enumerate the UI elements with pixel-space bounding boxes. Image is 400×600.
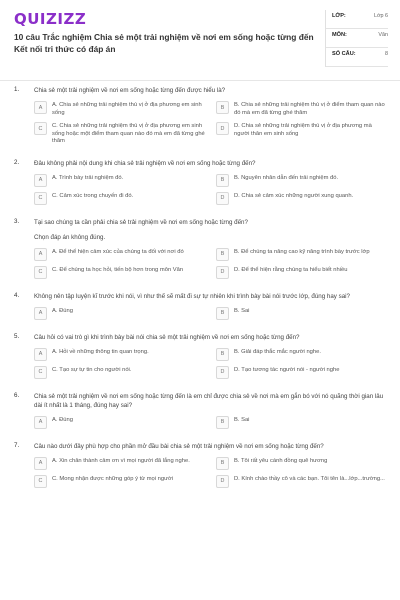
question-number: 7. [14, 441, 20, 449]
meta-value: Văn [378, 32, 388, 38]
question-block [0, 333, 400, 379]
answer-option[interactable] [34, 307, 206, 320]
question-block [0, 392, 400, 429]
option-text: B. Để chúng ta nâng cao kỹ năng trình bày trước lớp [234, 248, 370, 255]
question-text: Đâu không phải nội dung khi chia sẻ trải nghiệm về nơi em sống hoặc từng đến? [34, 159, 256, 167]
answer-options [34, 457, 388, 488]
option-text: B. Giải đáp thắc mắc người nghe. [234, 348, 321, 355]
option-text: C. Để chúng ta học hỏi, tiến bộ hơn trong môn Văn [52, 266, 184, 273]
answer-options [34, 307, 388, 320]
answer-option[interactable] [34, 457, 206, 470]
question-list [0, 84, 400, 488]
option-text: A. Xin chân thành cảm ơn vì mọi người đã lắng nghe. [52, 457, 190, 464]
option-text: A. Đúng [52, 416, 73, 423]
answer-option[interactable] [34, 348, 206, 361]
option-letter-box: B [216, 174, 229, 187]
answer-option[interactable] [216, 348, 388, 361]
answer-option[interactable] [216, 457, 388, 470]
option-letter-box: A [34, 248, 47, 261]
option-letter-box: D [216, 266, 229, 279]
answer-option[interactable] [34, 174, 206, 187]
option-letter-box: B [216, 101, 229, 114]
option-text: D. Chia sẻ cảm xúc những người xung quanh. [234, 192, 354, 199]
option-letter-box: D [216, 366, 229, 379]
question-block [0, 442, 400, 488]
answer-option[interactable] [34, 366, 206, 379]
option-text: C. Chia sẻ những trải nghiệm thú vị ở địa phương em sinh sống hoặc một điểm tham quan nào đó mà em đã từng ghé thăm [52, 123, 205, 145]
option-text: A. Để thể hiện cảm xúc của chúng ta đối với nơi đó [52, 248, 184, 255]
option-letter-box: C [34, 266, 47, 279]
meta-row [326, 48, 388, 67]
answer-option[interactable] [34, 416, 206, 429]
question-number: 2. [14, 158, 20, 166]
option-letter-box: C [34, 366, 47, 379]
question-text: Tại sao chúng ta cần phải chia sẻ trải nghiệm về nơi em sống hoặc từng đến? [34, 218, 248, 226]
option-letter-box: B [216, 307, 229, 320]
answer-option[interactable] [34, 192, 206, 205]
option-text: A. Trình bày trải nghiệm đó. [52, 174, 124, 181]
question-text: Không nên tập luyện kĩ trước khi nói, vì như thế sẽ mất đi sự tự nhiên khi trình bày bài nói trước lớp, đúng hay sai? [34, 292, 350, 300]
question-block [0, 218, 400, 279]
option-text: C. Tạo sự tự tin cho người nói. [52, 366, 132, 373]
option-text: D. Tạo tương tác người nói - người nghe [234, 366, 340, 373]
question-block [0, 86, 400, 146]
question-number: 1. [14, 86, 20, 93]
option-letter-box: A [34, 101, 47, 114]
question-text: Chia sẻ một trải nghiệm về nơi em sống hoặc từng đến được hiểu là? [34, 87, 226, 94]
meta-row [326, 29, 388, 48]
option-text: C. Cảm xúc trong chuyến đi đó. [52, 192, 134, 199]
option-letter-box: C [34, 192, 47, 205]
option-text: A. Hỏi về những thông tin quan trọng. [52, 348, 149, 355]
answer-option[interactable] [216, 122, 388, 146]
answer-option[interactable] [216, 266, 388, 279]
meta-value: Lớp 6 [373, 13, 388, 19]
option-letter-box: C [34, 475, 47, 488]
meta-key: SỐ CÂU: [332, 51, 356, 57]
option-letter-box: B [216, 457, 229, 470]
answer-option[interactable] [216, 416, 388, 429]
option-letter-box: A [34, 348, 47, 361]
answer-option[interactable] [216, 192, 388, 205]
option-text: B. Nguyên nhân dẫn đến trải nghiệm đó. [234, 174, 339, 181]
option-text: D. Để thể hiện rằng chúng ta hiểu biết nhiều [234, 266, 348, 273]
answer-option[interactable] [216, 174, 388, 187]
option-letter-box: A [34, 416, 47, 429]
answer-options [34, 348, 388, 379]
option-text: B. Sai [234, 416, 250, 423]
answer-option[interactable] [216, 101, 388, 117]
option-text: B. Tôi rất yêu cánh đồng quê hương [234, 457, 328, 464]
meta-key: LỚP: [332, 13, 346, 19]
quizizz-logo: QUIZIZZ [14, 10, 87, 28]
option-letter-box: A [34, 174, 47, 187]
option-text: A. Đúng [52, 307, 73, 314]
question-number: 6. [14, 391, 20, 399]
option-text: D. Kính chào thầy cô và các bạn. Tôi tên là...lớp...trường... [234, 475, 385, 482]
answer-option[interactable] [34, 122, 206, 146]
question-block [0, 292, 400, 320]
answer-option[interactable] [216, 475, 388, 488]
answer-options [34, 248, 388, 279]
answer-option[interactable] [216, 307, 388, 320]
option-text: B. Chia sẻ những trải nghiệm thú vị ở điểm tham quan nào đó mà em đã từng ghé thăm [234, 102, 385, 116]
answer-option[interactable] [34, 266, 206, 279]
question-instruction: Chọn đáp án không đúng. [34, 233, 106, 241]
question-text: Câu nào dưới đây phù hợp cho phần mở đầu bài chia sẻ một trải nghiệm về nơi em sống hoặc từng đến? [34, 442, 324, 450]
header-divider [0, 80, 400, 81]
option-text: A. Chia sẻ những trải nghiệm thú vị ở địa phương em sinh sống [52, 102, 202, 116]
question-number: 4. [14, 291, 20, 299]
question-number: 3. [14, 217, 20, 225]
question-text: Chia sẻ một trải nghiệm về nơi em sống hoặc từng đến là em chỉ được chia sẻ về nơi mà em gắn bó với nó quãng thời gian lâu dài ít nhất là 1 tháng, đúng hay sai? [34, 392, 384, 409]
option-letter-box: D [216, 475, 229, 488]
option-letter-box: D [216, 122, 229, 135]
worksheet-title: 10 câu Trắc nghiệm Chia sẻ một trải nghiệm về nơi em sống hoặc từng đến Kết nối tri thức có đáp án [14, 32, 314, 54]
option-letter-box: D [216, 192, 229, 205]
option-letter-box: B [216, 416, 229, 429]
option-letter-box: C [34, 122, 47, 135]
answer-option[interactable] [34, 248, 206, 261]
question-number: 5. [14, 332, 20, 340]
question-block [0, 159, 400, 205]
option-letter-box: A [34, 457, 47, 470]
answer-options [34, 174, 388, 205]
option-text: C. Mong nhận được những góp ý từ mọi người [52, 475, 174, 482]
option-text: D. Chia sẻ những trải nghiệm thú vị ở địa phương mà người thân em sinh sống [234, 123, 372, 137]
option-letter-box: B [216, 248, 229, 261]
meta-key: MÔN: [332, 32, 347, 38]
answer-option[interactable] [34, 101, 206, 117]
answer-option[interactable] [216, 248, 388, 261]
meta-row [326, 10, 388, 29]
option-letter-box: B [216, 348, 229, 361]
worksheet-header [0, 0, 400, 78]
answer-options [34, 101, 388, 146]
option-text: B. Sai [234, 307, 250, 314]
answer-option[interactable] [34, 475, 206, 488]
meta-value: 8 [385, 51, 388, 57]
option-letter-box: A [34, 307, 47, 320]
meta-table [325, 10, 388, 67]
question-text: Câu hỏi có vai trò gì khi trình bày bài nói chia sẻ một trải nghiệm về nơi em sống hoặc từng đến? [34, 333, 300, 341]
answer-options [34, 416, 388, 429]
answer-option[interactable] [216, 366, 388, 379]
